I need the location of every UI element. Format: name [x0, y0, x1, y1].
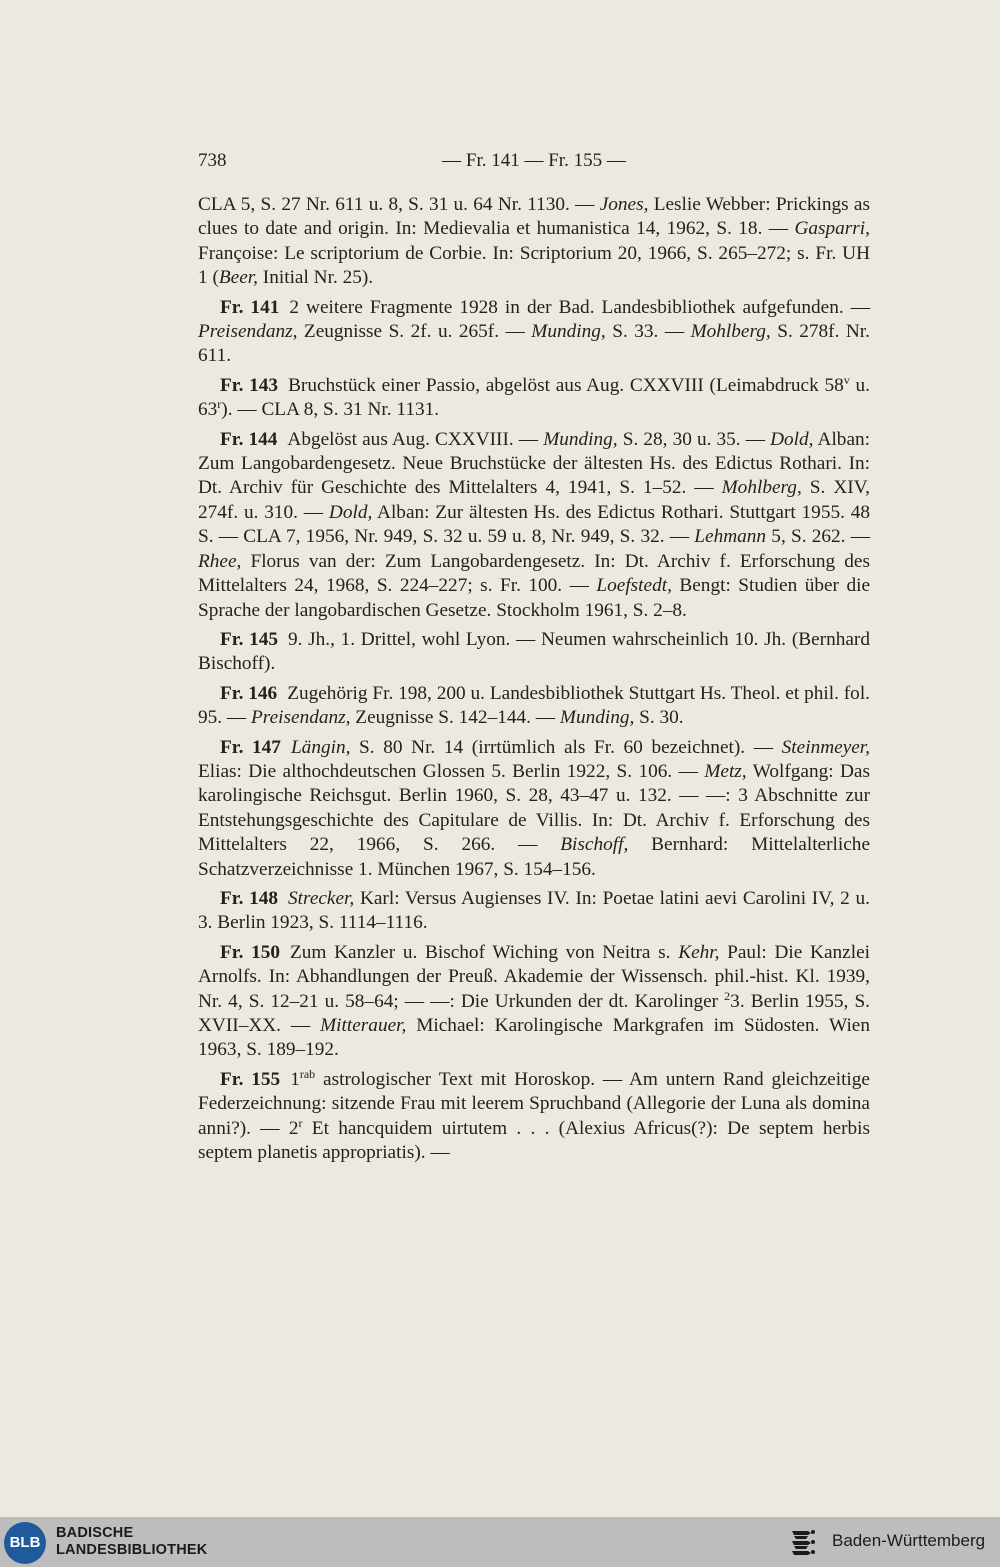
- entry-text: Längin, S. 80 Nr. 14 (irrtümlich als Fr. 60 bezeichnet). — Steinmeyer, Elias: Die althochdeutschen Glossen 5. Berlin 1922, S. 106. — Metz, Wolfgang: Das karolingische Reichsgut. Berlin 1960, S. 28, 43–47 u. 132. — —: 3 Abschnitte zur Entstehungsgeschichte des Capitulare de Villis. In: Dt. Archiv f. Erforschung des Mittelalters 22, 1966, S. 266. — Bischoff, Bernhard: Mittelalterliche Schatzverzeichnisse 1. München 1967, S. 154–156.: [198, 736, 871, 880]
- entry-fr-146: [198, 682, 870, 731]
- entry-fr-141: [198, 296, 870, 369]
- entry-fr-145: [198, 628, 870, 677]
- entry-fr-155: [198, 1068, 870, 1166]
- entry-fr-144: [198, 428, 870, 623]
- entry-text: Zum Kanzler u. Bischof Wiching von Neitra s. Kehr, Paul: Die Kanzlei Arnolfs. In: Abhandlungen der Preuß. Akademie der Wissensch. phil.-hist. Kl. 1939, Nr. 4, S. 12–21 u. 58–64; — —: Die Urkunden der dt. Karolinger $^2$3. Berlin 1955, S. XVII–XX. — Mitterauer, Michael: Karolingische Markgrafen im Südosten. Wien 1963, S. 189–192.: [198, 941, 871, 1061]
- entry-label: Fr. 147: [220, 736, 281, 758]
- entry-text: 2 weitere Fragmente 1928 in der Bad. Landesbibliothek aufgefunden. — Preisendanz, Zeugnisse S. 2f. u. 265f. — Munding, S. 33. — Mohlberg, S. 278f. Nr. 611.: [198, 296, 870, 367]
- catalog-text: [198, 193, 870, 1170]
- entry-fr-147: [198, 736, 870, 882]
- entry-label: Fr. 143: [220, 374, 279, 396]
- footer-bar: [0, 1517, 1000, 1567]
- entry-label: Fr. 150: [220, 941, 281, 963]
- page-header: [198, 150, 870, 178]
- entry-label: Fr. 145: [220, 628, 278, 650]
- entry-text: CLA 5, S. 27 Nr. 611 u. 8, S. 31 u. 64 Nr. 1130. — Jones, Leslie Webber: Prickings as clues to date and origin. In: Medievalia et humanistica 14, 1962, S. 18. — Gasparri, Françoise: Le scriptorium de Corbie. In: Scriptorium 20, 1966, S. 265–272; s. Fr. UH 1 (Beer, Initial Nr. 25).: [198, 194, 870, 289]
- entry-text: Abgelöst aus Aug. CXXVIII. — Munding, S. 28, 30 u. 35. — Dold, Alban: Zum Langobardengesetz. Neue Bruchstücke der ältesten Hs. des Edictus Rothari. In: Dt. Archiv für Geschichte des Mittelalters 4, 1941, S. 1–52. — Mohlberg, S. XIV, 274f. u. 310. — Dold, Alban: Zur ältesten Hs. des Edictus Rothari. Stuttgart 1955. 48 S. — CLA 7, 1956, Nr. 949, S. 32 u. 59 u. 8, Nr. 949, S. 32. — Lehmann 5, S. 262. — Rhee, Florus van der: Zum Langobardengesetz. In: Dt. Archiv f. Erforschung des Mittelalters 24, 1968, S. 224–227; s. Fr. 100. — Loefstedt, Bengt: Studien über die Sprache der langobardischen Gesetze. Stockholm 1961, S. 2–8.: [198, 428, 871, 621]
- entry-label: Fr. 148: [220, 887, 279, 909]
- entry-text: Bruchstück einer Passio, abgelöst aus Aug. CXXVIII (Leimabdruck 58$^v$ u. 63$^r$). — CLA 8, S. 31 Nr. 1131.: [198, 372, 870, 421]
- entry-label: Fr. 141: [220, 296, 280, 318]
- entry-text: 9. Jh., 1. Drittel, wohl Lyon. — Neumen wahrscheinlich 10. Jh. (Bernhard Bischoff).: [198, 628, 870, 675]
- entry-text: Zugehörig Fr. 198, 200 u. Landesbibliothek Stuttgart Hs. Theol. et phil. fol. 95. — Preisendanz, Zeugnisse S. 142–144. — Munding, S. 30.: [198, 682, 870, 729]
- entry-text: Strecker, Karl: Versus Augienses IV. In: Poetae latini aevi Carolini IV, 2 u. 3. Berlin 1923, S. 1114–1116.: [198, 887, 870, 934]
- lions-emblem-icon: [788, 1527, 822, 1559]
- blb-logo[interactable]: BLB: [4, 1522, 46, 1564]
- entry-text: $1^{rab}$ astrologischer Text mit Horoskop. — Am untern Rand gleichzeitige Federzeichnung: sitzende Frau mit leerem Spruchband (Allegorie der Luna als domina anni?). — 2$^r$ Et hancquidem uirtutem . . . (Alexius Africus(?): De septem herbis septem planetis appropriatis). —: [198, 1066, 870, 1164]
- state-name[interactable]: Baden-Württemberg: [832, 1531, 986, 1550]
- entry-label: Fr. 144: [220, 428, 278, 450]
- library-name[interactable]: [56, 1525, 207, 1559]
- running-head: — Fr. 141 — Fr. 155 —: [442, 150, 626, 171]
- library-name-line2: LANDESBIBLIOTHEK: [56, 1542, 208, 1558]
- entry-fr-150: [198, 941, 870, 1063]
- library-name-line1: BADISCHE: [56, 1525, 134, 1541]
- entry-label: Fr. 146: [220, 682, 278, 704]
- entry-label: Fr. 155: [220, 1068, 281, 1090]
- page-number: 738: [198, 150, 227, 171]
- entry-continuation: [198, 193, 870, 291]
- entry-fr-148: [198, 887, 870, 936]
- entry-fr-143: [198, 374, 870, 423]
